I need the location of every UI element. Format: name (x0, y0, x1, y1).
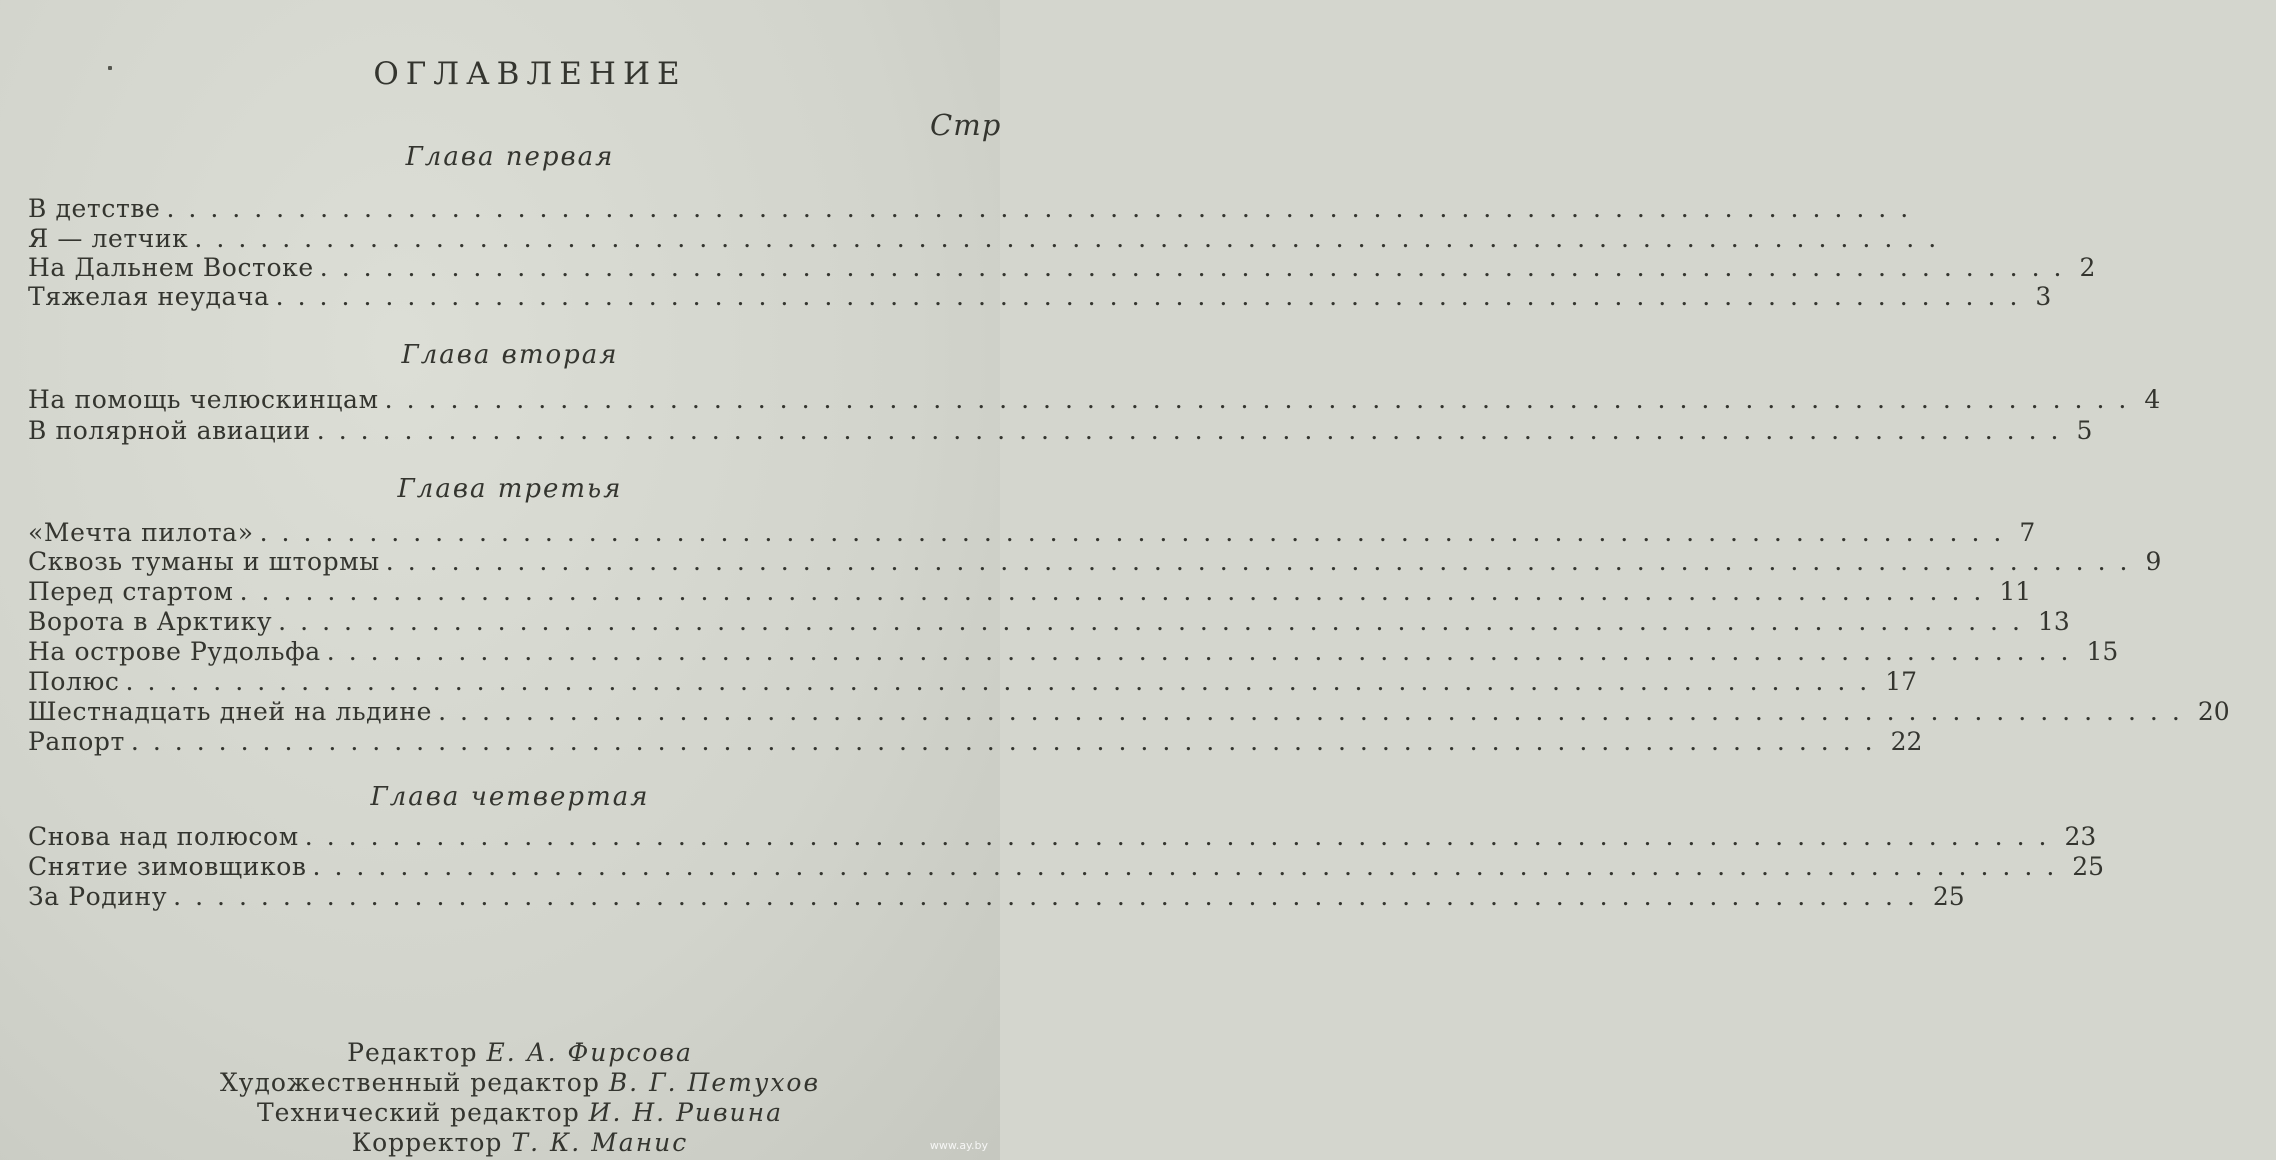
toc-entry (28, 385, 2161, 415)
leader-dots: ................................................................................ (304, 822, 2061, 851)
entry-page: 2 (2079, 253, 2096, 282)
toc-entry (28, 882, 1965, 912)
leader-dots: ................................................................................ (275, 282, 2032, 311)
credit-role: Редактор (347, 1038, 478, 1067)
credit-role: Технический редактор (256, 1098, 580, 1127)
leader-dots: ................................................................................ (239, 577, 1996, 606)
toc-entry (28, 224, 1951, 254)
credit-line (0, 1128, 1040, 1158)
entry-page: 11 (1999, 577, 2032, 606)
entry-title: Перед стартом (28, 577, 234, 606)
leader-dots: ................................................................................ (316, 416, 2073, 445)
entry-page: 17 (1885, 667, 1918, 696)
entry-title: На Дальнем Востоке (28, 253, 314, 282)
entry-page: 25 (1932, 882, 1965, 911)
toc-entry (28, 697, 2230, 727)
leader-dots: ................................................................................ (312, 852, 2069, 881)
toc-entry (28, 667, 1918, 697)
credit-line (0, 1098, 1040, 1128)
leader-dots: ................................................................................ (326, 637, 2083, 666)
toc-entry (28, 577, 2032, 607)
leader-dots: ................................................................................ (278, 607, 2034, 636)
toc-entry (28, 822, 2097, 852)
entry-title: «Мечта пилота» (28, 518, 254, 547)
credit-role: Корректор (351, 1128, 503, 1157)
entry-title: В детстве (28, 194, 161, 223)
entry-title: Шестнадцать дней на льдине (28, 697, 433, 726)
entry-title: На помощь челюскинцам (28, 385, 379, 414)
credit-line (0, 1068, 1040, 1098)
leader-dots: ................................................................................ (130, 727, 1887, 756)
entry-page: 7 (2019, 518, 2036, 547)
credit-line (0, 1038, 1040, 1068)
entry-page: 23 (2064, 822, 2097, 851)
chapter-heading: Глава вторая (401, 340, 619, 370)
credits-block (0, 1038, 1040, 1158)
chapter-heading: Глава четвертая (370, 782, 650, 812)
entry-page: 22 (1890, 727, 1923, 756)
chapter-heading: Глава третья (397, 474, 623, 504)
entry-title: На острове Рудольфа (28, 637, 321, 666)
toc-entry (28, 852, 2105, 882)
chapter-heading: Глава первая (405, 142, 615, 172)
leader-dots: ................................................................................ (194, 224, 1951, 253)
entry-page: 13 (2037, 607, 2070, 636)
entry-page: 25 (2072, 852, 2105, 881)
entry-title: Рапорт (28, 727, 125, 756)
leader-dots: ................................................................................ (259, 518, 2016, 547)
leader-dots: ................................................................................ (438, 697, 2194, 726)
toc-entry (28, 637, 2119, 667)
entry-title: За Родину (28, 882, 168, 911)
leader-dots: ................................................................................ (173, 882, 1929, 911)
page-column-label: Стр (930, 108, 1002, 142)
entry-page: 4 (2144, 385, 2161, 414)
leader-dots: ................................................................................ (166, 194, 1923, 223)
toc-entry (28, 282, 2052, 312)
entry-title: Я — летчик (28, 224, 189, 253)
entry-title: Сквозь туманы и штормы (28, 547, 380, 576)
leader-dots: ................................................................................ (319, 253, 2076, 282)
leader-dots: ................................................................................ (385, 547, 2142, 576)
leader-dots: ................................................................................ (384, 385, 2141, 414)
toc-entry (28, 727, 1923, 757)
entry-page: 5 (2076, 416, 2093, 445)
entry-title: Тяжелая неудача (28, 282, 270, 311)
page-title: ОГЛАВЛЕНИЕ (373, 56, 687, 92)
credit-person: В. Г. Петухов (608, 1068, 821, 1097)
toc-entry (28, 518, 2036, 548)
entry-page: 15 (2086, 637, 2119, 666)
toc-entry (28, 547, 2162, 577)
entry-title: Полюс (28, 667, 120, 696)
credit-person: Е. А. Фирсова (486, 1038, 693, 1067)
credit-person: И. Н. Ривина (588, 1098, 784, 1127)
credit-role: Художественный редактор (219, 1068, 600, 1097)
entry-title: Снятие зимовщиков (28, 852, 307, 881)
toc-entry (28, 194, 1923, 224)
entry-page: 3 (2035, 282, 2052, 311)
credit-person: Т. К. Манис (511, 1128, 689, 1157)
watermark: www.ay.by (929, 1139, 988, 1152)
entry-page: 9 (2145, 547, 2162, 576)
toc-entry (28, 607, 2070, 637)
toc-entry (28, 253, 2096, 283)
leader-dots: ................................................................................ (125, 667, 1882, 696)
entry-title: Снова над полюсом (28, 822, 299, 851)
toc-entry (28, 416, 2093, 446)
entry-title: В полярной авиации (28, 416, 311, 445)
entry-title: Ворота в Арктику (28, 607, 273, 636)
entry-page: 20 (2197, 697, 2230, 726)
